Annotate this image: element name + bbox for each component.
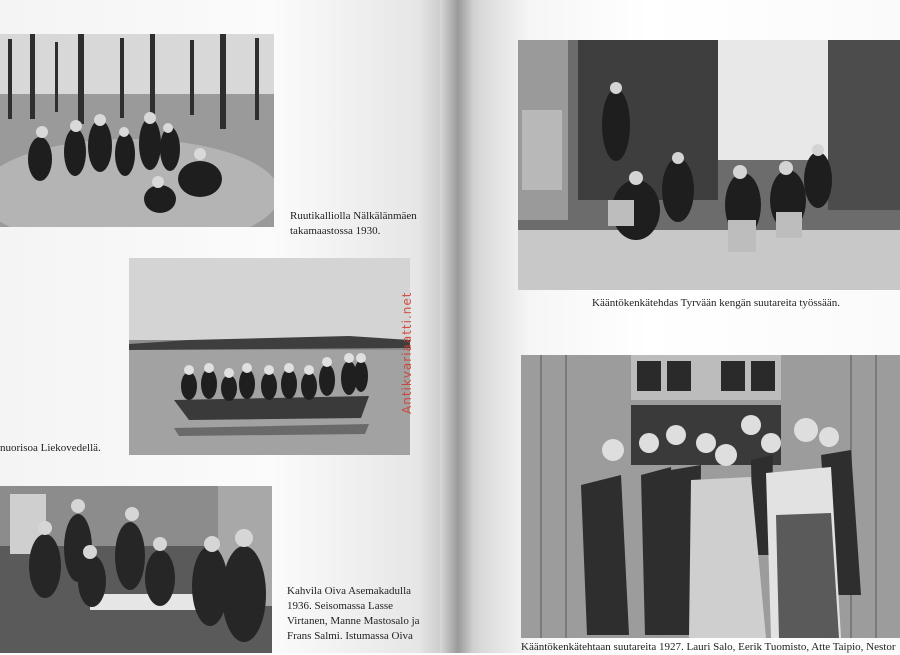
photo-shoemakers-group-image bbox=[521, 355, 900, 638]
photo-shoe-factory-workshop-image bbox=[518, 40, 900, 290]
photo-forest-group-image bbox=[0, 34, 274, 227]
caption-shoe-factory-workshop: Kääntökenkätehdas Tyrvään kengän suutareita työssään. bbox=[592, 297, 840, 309]
photo-shoe-factory-workshop bbox=[518, 40, 900, 290]
photo-cafe-oiva-image bbox=[0, 486, 272, 653]
watermark: Antikvariaatti.net bbox=[400, 291, 414, 414]
caption-cafe-oiva: Kahvila Oiva Asemakadulla 1936. Seisomassa Lasse Virtanen, Manne Mastosalo ja Frans Salmi. Istumassa Oiva bbox=[287, 585, 420, 642]
photo-boat-on-lake bbox=[129, 258, 410, 455]
caption-forest-group: Ruutikalliolla Nälkälänmäen takamaastossa 1930. bbox=[290, 210, 417, 237]
photo-shoemakers-group bbox=[521, 355, 900, 638]
photo-boat-on-lake-image bbox=[129, 258, 410, 455]
caption-boat-on-lake: nuorisoa Liekovedellä. bbox=[0, 442, 101, 454]
caption-shoemakers-group: Kääntökenkätehtaan suutareita 1927. Lauri Salo, Eerik Tuomisto, Atte Taipio, Nestor bbox=[521, 641, 896, 653]
photo-cafe-oiva bbox=[0, 486, 272, 653]
photo-forest-group bbox=[0, 34, 274, 227]
